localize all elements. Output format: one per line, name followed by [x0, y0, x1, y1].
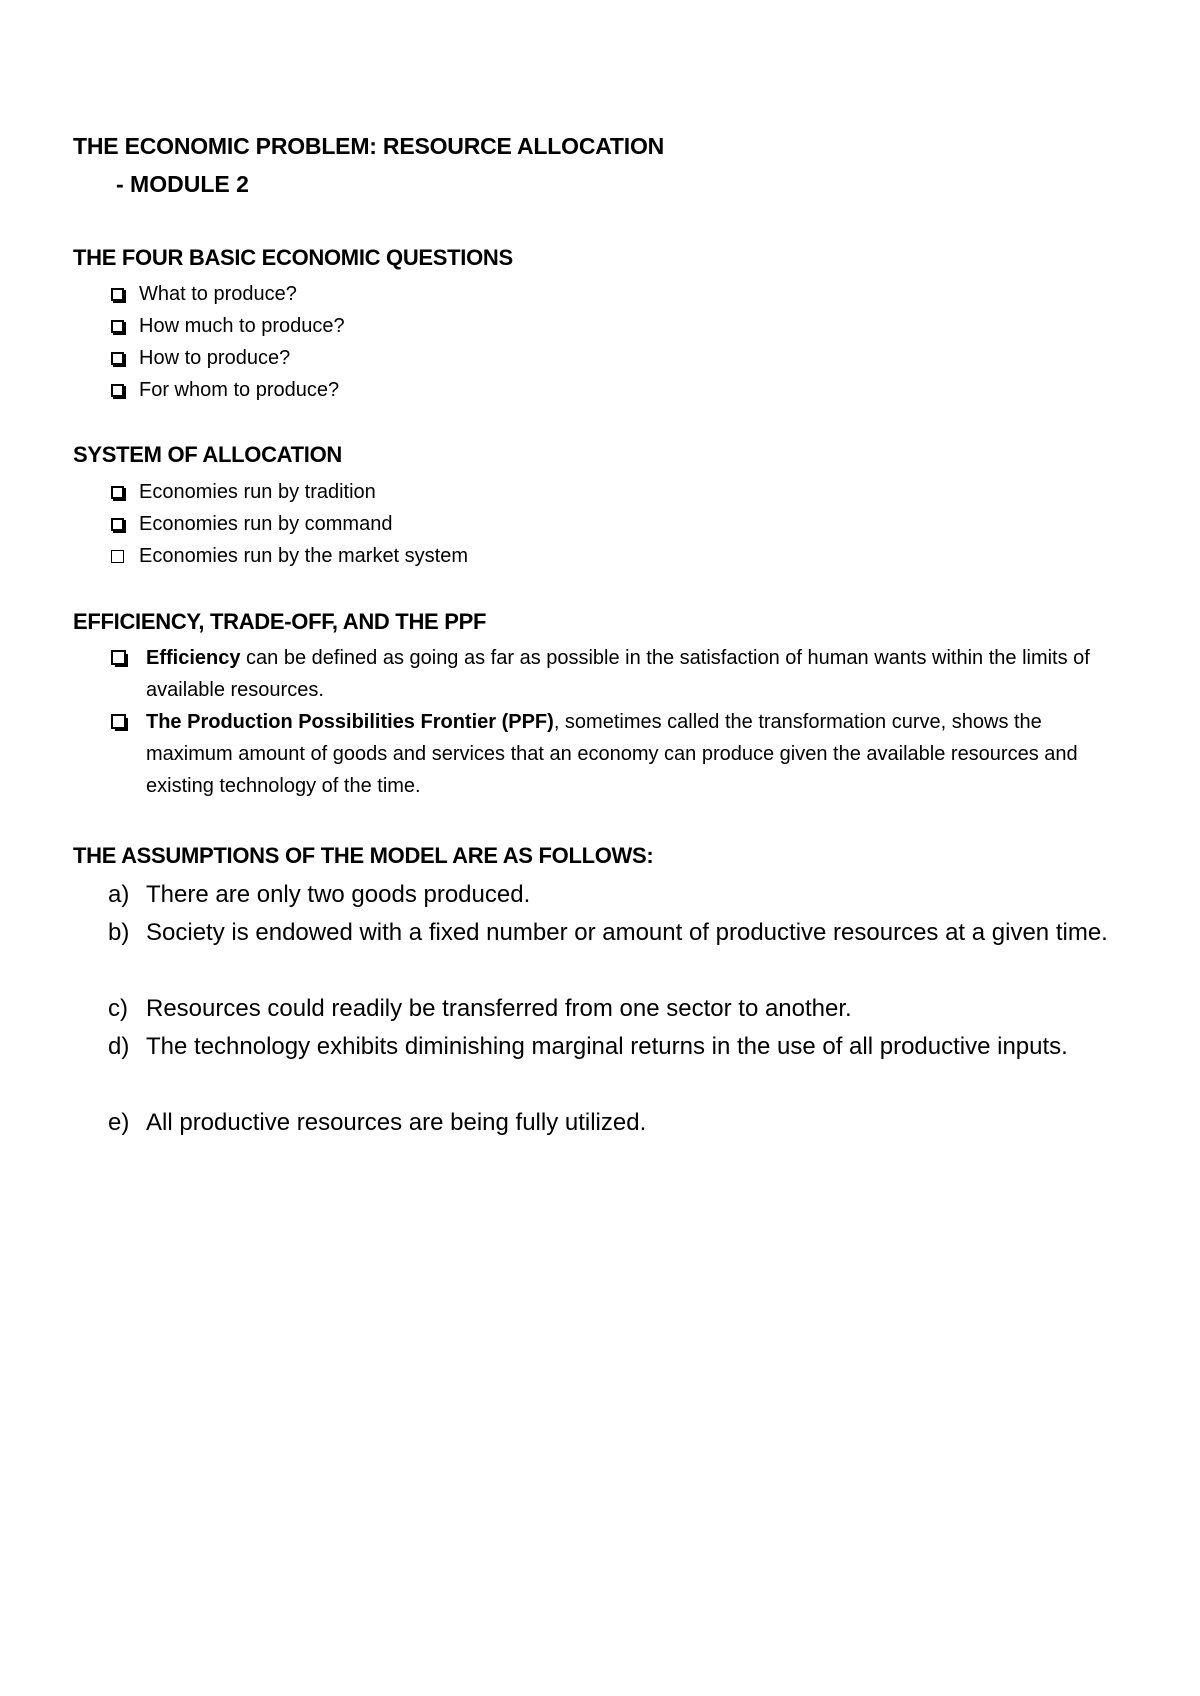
efficiency-term: Efficiency — [146, 647, 241, 669]
assumption-item — [108, 914, 1138, 952]
assumption-label: d) — [108, 1033, 130, 1060]
checkbox-icon — [111, 650, 126, 665]
checkbox-icon — [111, 288, 124, 301]
checkbox-icon — [111, 550, 124, 563]
efficiency-definition — [111, 642, 1121, 706]
four-questions-heading: THE FOUR BASIC ECONOMIC QUESTIONS — [73, 245, 513, 270]
assumption-item — [108, 1104, 1138, 1142]
efficiency-definition-text — [146, 642, 1121, 706]
assumption-text: The technology exhibits diminishing marginal returns in the use of all productive inputs. — [146, 1033, 1068, 1060]
assumption-label: b) — [108, 919, 130, 946]
allocation-heading: SYSTEM OF ALLOCATION — [73, 442, 342, 467]
question-item — [111, 347, 290, 370]
document-title: THE ECONOMIC PROBLEM: RESOURCE ALLOCATION — [73, 133, 665, 159]
ppf-definition-text — [146, 706, 1121, 802]
allocation-item — [111, 513, 392, 536]
question-text: For whom to produce? — [139, 379, 340, 401]
efficiency-description: can be defined as going as far as possible in the satisfaction of human wants within the limits of available resources. — [146, 647, 1090, 701]
document-subtitle: - MODULE 2 — [116, 171, 249, 197]
assumption-label: e) — [108, 1109, 130, 1136]
question-item — [111, 283, 297, 306]
efficiency-heading: EFFICIENCY, TRADE-OFF, AND THE PPF — [73, 609, 487, 634]
question-item — [111, 315, 345, 338]
allocation-text: Economies run by tradition — [139, 481, 376, 503]
assumption-label: c) — [108, 995, 128, 1022]
question-item — [111, 379, 339, 402]
allocation-item — [111, 481, 376, 504]
assumption-text: Resources could readily be transferred from one sector to another. — [146, 995, 852, 1022]
assumption-label: a) — [108, 881, 130, 908]
checkbox-icon — [111, 320, 124, 333]
allocation-text: Economies run by the market system — [139, 545, 469, 567]
assumption-text: Society is endowed with a fixed number or amount of productive resources at a given time. — [146, 919, 1108, 946]
checkbox-icon — [111, 384, 124, 397]
checkbox-icon — [111, 714, 126, 729]
ppf-definition — [111, 706, 1121, 802]
question-text: How to produce? — [139, 347, 291, 369]
assumptions-heading: THE ASSUMPTIONS OF THE MODEL ARE AS FOLLOWS: — [73, 843, 654, 868]
assumption-text: There are only two goods produced. — [146, 881, 531, 908]
question-text: What to produce? — [139, 283, 297, 305]
assumption-item — [108, 1028, 1138, 1066]
checkbox-icon — [111, 486, 124, 499]
question-text: How much to produce? — [139, 315, 345, 337]
assumption-item — [108, 990, 1138, 1028]
allocation-text: Economies run by command — [139, 513, 393, 535]
ppf-description: , sometimes called the transformation curve, shows the maximum amount of goods and services that an economy can produce given the available resources and existing technology of the time. — [146, 711, 1078, 797]
assumption-item — [108, 876, 1138, 914]
ppf-term: The Production Possibilities Frontier (PPF) — [146, 711, 554, 733]
checkbox-icon — [111, 352, 124, 365]
assumption-text: All productive resources are being fully utilized. — [146, 1109, 647, 1136]
checkbox-icon — [111, 518, 124, 531]
allocation-item — [111, 545, 468, 568]
